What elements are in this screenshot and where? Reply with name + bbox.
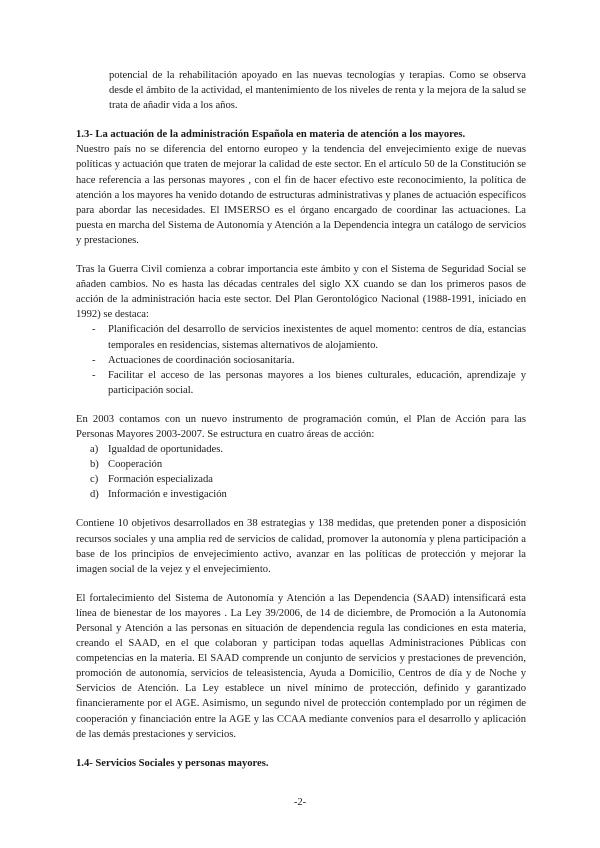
list-item-text: Información e investigación xyxy=(108,489,227,501)
alpha-list xyxy=(76,442,526,502)
paragraph-objectives: Contiene 10 objetivos desarrollados en 38 estrategias y 138 medidas, que pretenden poner a disposición recursos sociales y una amplia red de servicios de calidad, promover la autonomía y plena participación a base de los principios de envejecimiento activo, avanzar en las políticas de protección y mejorar la imagen social de la vejez y el envejecimiento. xyxy=(76,518,526,575)
paragraph-plan-2003: En 2003 contamos con un nuevo instrumento de programación común, el Plan de Acción para las Personas Mayores 2003-2007. Se estructura en cuatro áreas de acción: xyxy=(76,413,526,440)
section-heading-1-4: 1.4- Servicios Sociales y personas mayores. xyxy=(76,757,269,769)
list-item-text: Igualdad de oportunidades. xyxy=(108,444,224,456)
document-page xyxy=(76,68,526,771)
list-marker: a) xyxy=(90,444,99,456)
intro-paragraph: potencial de la rehabilitación apoyado en las nuevas tecnologías y terapias. Como se observa desde el ámbito de la actividad, el mantenimiento de los niveles de renta y la mejora de la salud se trata de añadir vida a los años. xyxy=(109,70,526,112)
list-item xyxy=(90,442,526,457)
list-item: - Actuaciones de coordinación sociosanitaria. xyxy=(94,353,526,368)
section-heading-1-3: 1.3- La actuación de la administración Española en materia de atención a los mayores. xyxy=(76,129,466,141)
paragraph-civil-war: Tras la Guerra Civil comienza a cobrar importancia este ámbito y con el Sistema de Seguridad Social se añaden cambios. No es hasta las décadas centrales del siglo XX cuando se dan los primeros pasos de acción de la administración hacia este sector. Del Plan Gerontológico Nacional (1988-1991, iniciado en 1992) se destaca: xyxy=(76,264,526,321)
list-item-text: Cooperación xyxy=(108,459,163,471)
page-number: -2- xyxy=(293,797,307,808)
list-item: - Facilitar el acceso de las personas mayores a los bienes culturales, educación, aprendizaje y participación social. xyxy=(94,368,526,398)
list-item xyxy=(90,487,526,502)
list-item-text: Formación especializada xyxy=(108,474,214,486)
dash-list xyxy=(76,322,526,397)
list-marker: b) xyxy=(90,459,99,471)
paragraph-saad: El fortalecimiento del Sistema de Autonomía y Atención a las Dependencia (SAAD) intensificará esta línea de bienestar de los mayores . La Ley 39/2006, de 14 de diciembre, de Promoción a la Autonomía Personal y Atención a las personas en situación de dependencia regula las condiciones en esta materia, creando el SAAD, en el que colaboran y participan todas aquellas Administraciones Públicas con competencias en la materia. El SAAD comprende un conjunto de servicios y prestaciones de prevención, promoción de autonomía, servicios de teleasistencia, Ayuda a Domicilio, Centros de día y de Noche y Servicios de Atención. La Ley establece un nivel mínimo de protección, definido y garantizado financieramente por el AGE. Asimismo, un segundo nivel de protección contemplado por un régimen de cooperación y financiación entre la AGE y las CCAA mediante convenios para el desarrollo y aplicación de las demás prestaciones y servicios. xyxy=(76,592,526,740)
list-marker: c) xyxy=(90,474,99,486)
list-item: - Planificación del desarrollo de servicios inexistentes de aquel momento: centros de día, estancias temporales en residencias, sistemas alternativos de alojamiento. xyxy=(94,322,526,352)
list-marker: d) xyxy=(90,489,99,501)
list-item xyxy=(90,472,526,487)
paragraph-constitution: Nuestro país no se diferencia del entorno europeo y la tendencia del envejecimiento exige de nuevas políticas y actuación que traten de mejorar la calidad de este sector. En el artículo 50 de la Constitución se hace referencia a las personas mayores , con el fin de hacer efectivo este reconocimiento, la política de atención a los mayores ha venido dotando de estructuras administrativas y planes de actuación específicos para abordar las necesidades. El IMSERSO es el órgano encargado de coordinar las actuaciones. La puesta en marcha del Sistema de Autonomía y Atención a la Dependencia integra un catálogo de servicios y prestaciones. xyxy=(76,144,526,246)
list-item xyxy=(90,457,526,472)
